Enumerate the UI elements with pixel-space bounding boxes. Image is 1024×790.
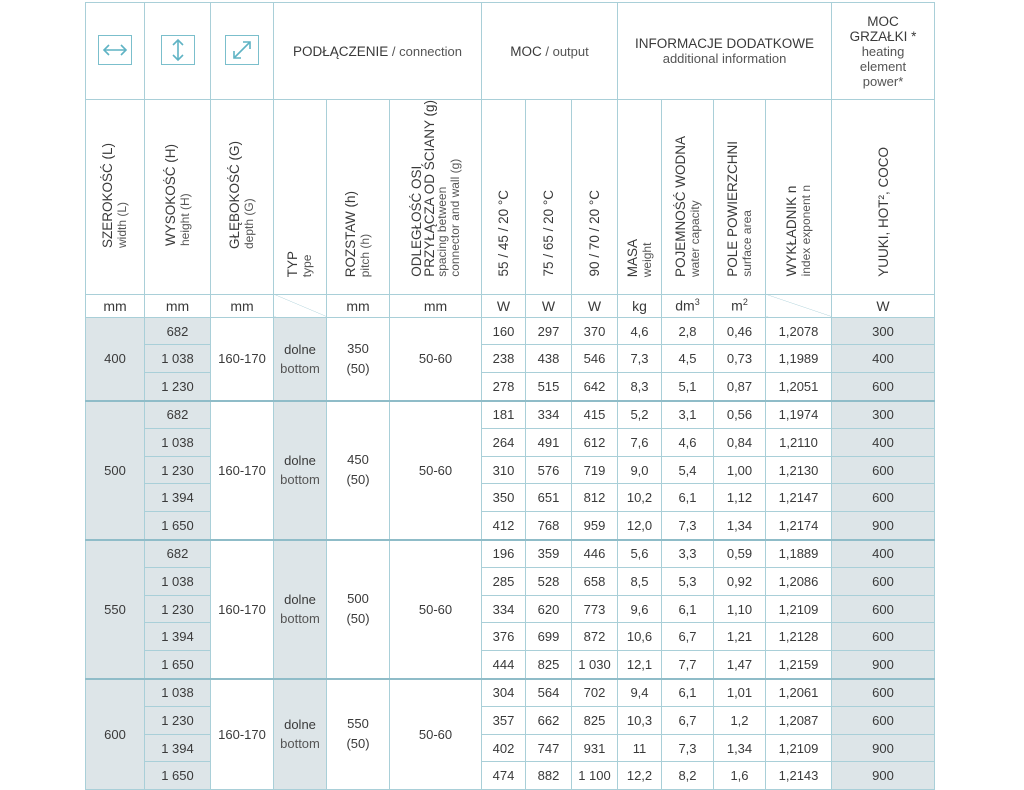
height-value: 1 230	[145, 372, 211, 400]
mass-header	[618, 100, 662, 295]
unit-surface	[714, 294, 766, 317]
output-75-value: 297	[526, 317, 572, 345]
output-group-pl: MOC	[510, 43, 542, 59]
mass-value: 8,5	[618, 568, 662, 596]
height-value: 1 038	[145, 679, 211, 707]
type-header-en: type	[300, 254, 314, 277]
heater-power-value: 600	[832, 679, 935, 707]
output-75-value: 359	[526, 540, 572, 568]
width-header-en: width (L)	[115, 201, 129, 248]
heater-power-value: 900	[832, 511, 935, 539]
type-pl: dolne	[284, 341, 316, 357]
output-55-value: 402	[482, 734, 526, 762]
heater-models-label: YUUKI, HOT², COCO	[875, 147, 891, 277]
output-55-value: 238	[482, 345, 526, 373]
width-value: 600	[86, 679, 145, 790]
type-value	[274, 401, 327, 540]
exponent-value: 1,2159	[766, 650, 832, 678]
spacing-value: 50-60	[390, 540, 482, 679]
heater-power-value: 600	[832, 595, 935, 623]
height-value: 1 394	[145, 484, 211, 512]
width-header-pl: SZEROKOŚĆ (L)	[100, 142, 115, 248]
height-value: 1 650	[145, 762, 211, 790]
type-pl: dolne	[284, 717, 316, 733]
output-90-value: 719	[572, 456, 618, 484]
width-header	[86, 100, 145, 295]
mass-value: 5,2	[618, 401, 662, 429]
surface-value: 0,73	[714, 345, 766, 373]
height-value: 1 394	[145, 734, 211, 762]
height-value: 1 038	[145, 429, 211, 457]
output-55-value: 304	[482, 679, 526, 707]
output-75-value: 438	[526, 345, 572, 373]
exponent-value: 1,2078	[766, 317, 832, 345]
pitch-value	[327, 401, 390, 540]
heater-power-value: 300	[832, 317, 935, 345]
output-55-value: 412	[482, 511, 526, 539]
mass-value: 12,0	[618, 511, 662, 539]
unit-surface-base: m	[731, 298, 743, 315]
mass-value: 9,0	[618, 456, 662, 484]
heater-power-value: 900	[832, 762, 935, 790]
exponent-value: 1,2109	[766, 734, 832, 762]
output-75-value: 825	[526, 650, 572, 678]
heater-group-en2: element	[859, 58, 907, 74]
water-value: 7,3	[662, 734, 714, 762]
heater-power-value: 900	[832, 734, 935, 762]
output-75-value: 662	[526, 707, 572, 735]
pitch-sub: (50)	[346, 611, 370, 627]
output-55-value: 444	[482, 650, 526, 678]
type-en: bottom	[280, 736, 320, 752]
output-55-header	[482, 100, 526, 295]
output-75-value: 576	[526, 456, 572, 484]
unit-exponent-empty	[766, 294, 832, 317]
mass-value: 9,4	[618, 679, 662, 707]
water-value: 3,3	[662, 540, 714, 568]
output-75-label: 75 / 65 / 20 °C	[541, 190, 556, 277]
heater-power-value: 600	[832, 568, 935, 596]
height-value: 1 394	[145, 623, 211, 651]
output-55-label: 55 / 45 / 20 °C	[496, 190, 511, 277]
unit-water-base: dm	[675, 298, 695, 315]
water-header	[662, 100, 714, 295]
surface-value: 0,46	[714, 317, 766, 345]
exponent-header	[766, 100, 832, 295]
spacing-header-pl2: PRZYŁĄCZA OD ŚCIANY (g)	[421, 100, 437, 277]
depth-icon-cell	[211, 3, 274, 100]
exponent-value: 1,2051	[766, 372, 832, 400]
diagonal-arrows-icon	[225, 35, 259, 65]
exponent-value: 1,2087	[766, 707, 832, 735]
mass-value: 10,6	[618, 623, 662, 651]
output-90-value: 1 100	[572, 762, 618, 790]
water-value: 6,1	[662, 484, 714, 512]
radiator-spec-table	[85, 2, 935, 790]
heater-power-value: 300	[832, 401, 935, 429]
output-90-value: 773	[572, 595, 618, 623]
water-value: 5,1	[662, 372, 714, 400]
heater-power-value: 400	[832, 429, 935, 457]
pitch-number: 450	[347, 452, 369, 468]
water-value: 6,7	[662, 623, 714, 651]
output-75-value: 699	[526, 623, 572, 651]
type-pl: dolne	[284, 453, 316, 469]
pitch-value	[327, 679, 390, 790]
exponent-value: 1,2109	[766, 595, 832, 623]
type-value	[274, 317, 327, 400]
height-value: 1 230	[145, 595, 211, 623]
spacing-header-en1: spacing between	[434, 186, 449, 277]
output-55-value: 350	[482, 484, 526, 512]
output-90-value: 931	[572, 734, 618, 762]
water-value: 5,4	[662, 456, 714, 484]
exponent-value: 1,2110	[766, 429, 832, 457]
output-90-value: 546	[572, 345, 618, 373]
mass-value: 12,2	[618, 762, 662, 790]
mass-value: 12,1	[618, 650, 662, 678]
type-pl: dolne	[284, 592, 316, 608]
heater-power-value: 600	[832, 623, 935, 651]
output-group-en: output	[552, 43, 589, 59]
output-75-value: 882	[526, 762, 572, 790]
unit-depth: mm	[211, 294, 274, 317]
pitch-header-pl: ROZSTAW (h)	[343, 190, 358, 277]
output-75-value: 528	[526, 568, 572, 596]
exponent-value: 1,2147	[766, 484, 832, 512]
info-group-en: additional information	[662, 51, 787, 66]
connection-group-pl: PODŁĄCZENIE	[292, 43, 389, 59]
unit-height: mm	[145, 294, 211, 317]
surface-value: 1,00	[714, 456, 766, 484]
type-en: bottom	[280, 360, 320, 376]
heater-power-value: 600	[832, 456, 935, 484]
output-55-value: 160	[482, 317, 526, 345]
exponent-header-pl: WYKŁADNIK n	[783, 186, 799, 277]
depth-value: 160-170	[211, 540, 274, 679]
water-value: 7,7	[662, 650, 714, 678]
exponent-value: 1,1889	[766, 540, 832, 568]
unit-out3: W	[572, 294, 618, 317]
spacing-header-pl1: ODLEGŁOŚĆ OSI	[408, 165, 424, 277]
surface-value: 1,47	[714, 650, 766, 678]
surface-value: 1,34	[714, 511, 766, 539]
output-90-label: 90 / 70 / 20 °C	[587, 190, 602, 277]
height-value: 682	[145, 540, 211, 568]
heater-power-value: 600	[832, 372, 935, 400]
water-value: 4,5	[662, 345, 714, 373]
output-90-header	[572, 100, 618, 295]
water-value: 6,1	[662, 595, 714, 623]
height-value: 682	[145, 317, 211, 345]
mass-header-en: weight	[639, 242, 654, 277]
pitch-sub: (50)	[346, 360, 370, 376]
unit-pitch: mm	[327, 294, 390, 317]
output-75-value: 747	[526, 734, 572, 762]
height-header-en: height (H)	[177, 193, 192, 247]
width-value: 400	[86, 317, 145, 400]
output-75-value: 515	[526, 372, 572, 400]
output-90-value: 702	[572, 679, 618, 707]
mass-value: 9,6	[618, 595, 662, 623]
water-value: 4,6	[662, 429, 714, 457]
height-value: 1 650	[145, 650, 211, 678]
height-icon-cell	[145, 3, 211, 100]
output-group-sep: /	[541, 43, 553, 59]
table-row	[86, 679, 935, 707]
water-value: 3,1	[662, 401, 714, 429]
output-55-value: 310	[482, 456, 526, 484]
surface-value: 1,2	[714, 707, 766, 735]
water-value: 6,1	[662, 679, 714, 707]
height-header	[145, 100, 211, 295]
depth-value: 160-170	[211, 317, 274, 400]
height-header-pl: WYSOKOŚĆ (H)	[162, 144, 178, 247]
output-55-value: 474	[482, 762, 526, 790]
output-55-value: 334	[482, 595, 526, 623]
surface-value: 1,21	[714, 623, 766, 651]
spacing-value: 50-60	[390, 317, 482, 400]
height-value: 1 230	[145, 456, 211, 484]
unit-mass: kg	[618, 294, 662, 317]
exponent-value: 1,1974	[766, 401, 832, 429]
heater-power-value: 600	[832, 707, 935, 735]
vertical-arrows-icon	[161, 35, 195, 65]
output-55-value: 357	[482, 707, 526, 735]
pitch-sub: (50)	[346, 736, 370, 752]
pitch-number: 550	[347, 716, 369, 732]
pitch-header	[327, 100, 390, 295]
height-value: 682	[145, 401, 211, 429]
pitch-number: 350	[347, 340, 369, 356]
surface-value: 0,59	[714, 540, 766, 568]
exponent-value: 1,2130	[766, 456, 832, 484]
width-value: 500	[86, 401, 145, 540]
output-90-value: 872	[572, 623, 618, 651]
heater-group-pl2: GRZAŁKI *	[849, 28, 917, 44]
height-value: 1 230	[145, 707, 211, 735]
output-90-value: 959	[572, 511, 618, 539]
surface-value: 0,87	[714, 372, 766, 400]
output-90-value: 642	[572, 372, 618, 400]
depth-value: 160-170	[211, 401, 274, 540]
output-55-value: 181	[482, 401, 526, 429]
type-en: bottom	[280, 611, 320, 627]
info-group-pl: INFORMACJE DODATKOWE	[635, 36, 815, 51]
horizontal-arrows-icon	[98, 35, 132, 65]
unit-out1: W	[482, 294, 526, 317]
output-90-value: 658	[572, 568, 618, 596]
height-value: 1 038	[145, 568, 211, 596]
unit-spacing: mm	[390, 294, 482, 317]
output-90-value: 812	[572, 484, 618, 512]
heater-power-value: 900	[832, 650, 935, 678]
surface-value: 1,12	[714, 484, 766, 512]
pitch-value	[327, 317, 390, 400]
water-header-en: water capacity	[687, 200, 702, 277]
depth-header	[211, 100, 274, 295]
output-55-value: 376	[482, 623, 526, 651]
exponent-value: 1,2128	[766, 623, 832, 651]
unit-width: mm	[86, 294, 145, 317]
surface-value: 0,84	[714, 429, 766, 457]
unit-out2: W	[526, 294, 572, 317]
output-75-header	[526, 100, 572, 295]
unit-type-empty	[274, 294, 327, 317]
output-75-value: 651	[526, 484, 572, 512]
water-value: 8,2	[662, 762, 714, 790]
spacing-header-en2: connector and wall (g)	[447, 158, 462, 277]
output-75-value: 334	[526, 401, 572, 429]
heater-group-en3: power*	[862, 73, 904, 89]
surface-value: 1,10	[714, 595, 766, 623]
depth-header-pl: GŁĘBOKOŚĆ (G)	[227, 141, 242, 250]
height-value: 1 038	[145, 345, 211, 373]
pitch-sub: (50)	[346, 472, 370, 488]
output-75-value: 768	[526, 511, 572, 539]
water-value: 6,7	[662, 707, 714, 735]
connection-group-en: connection	[399, 43, 462, 59]
table-row	[86, 317, 935, 345]
surface-value: 1,34	[714, 734, 766, 762]
type-header-pl: TYP	[285, 250, 300, 277]
surface-header-en: surface area	[739, 210, 754, 277]
heater-power-value: 400	[832, 345, 935, 373]
mass-value: 10,2	[618, 484, 662, 512]
table-row	[86, 540, 935, 568]
output-55-value: 264	[482, 429, 526, 457]
depth-header-en: depth (G)	[242, 198, 256, 250]
mass-value: 10,3	[618, 707, 662, 735]
connection-group-sep: /	[388, 43, 400, 59]
width-icon-cell	[86, 3, 145, 100]
connection-group-header	[274, 3, 482, 100]
pitch-value	[327, 540, 390, 679]
output-75-value: 620	[526, 595, 572, 623]
heater-group-pl1: MOC	[867, 13, 899, 29]
type-value	[274, 540, 327, 679]
pitch-header-en: pitch (h)	[358, 233, 372, 277]
output-90-value: 1 030	[572, 650, 618, 678]
output-group-header	[482, 3, 618, 100]
output-90-value: 612	[572, 429, 618, 457]
exponent-header-en: index exponent n	[798, 185, 813, 277]
water-value: 2,8	[662, 317, 714, 345]
output-75-value: 564	[526, 679, 572, 707]
output-90-value: 825	[572, 707, 618, 735]
surface-header	[714, 100, 766, 295]
exponent-value: 1,2143	[766, 762, 832, 790]
water-header-pl: POJEMNOŚĆ WODNA	[672, 135, 688, 277]
pitch-number: 500	[347, 591, 369, 607]
surface-header-pl: POLE POWIERZCHNI	[724, 141, 740, 277]
spacing-value: 50-60	[390, 679, 482, 790]
width-value: 550	[86, 540, 145, 679]
unit-heater: W	[832, 294, 935, 317]
height-value: 1 650	[145, 511, 211, 539]
surface-value: 0,92	[714, 568, 766, 596]
mass-header-pl: MASA	[624, 238, 640, 277]
output-90-value: 370	[572, 317, 618, 345]
heater-group-header	[832, 3, 935, 100]
unit-water-sup: 3	[694, 297, 700, 308]
exponent-value: 1,2061	[766, 679, 832, 707]
table-row	[86, 401, 935, 429]
type-header	[274, 100, 327, 295]
depth-value: 160-170	[211, 679, 274, 790]
spacing-value: 50-60	[390, 401, 482, 540]
mass-value: 8,3	[618, 372, 662, 400]
type-en: bottom	[280, 472, 320, 488]
water-value: 7,3	[662, 511, 714, 539]
surface-value: 0,56	[714, 401, 766, 429]
mass-value: 5,6	[618, 540, 662, 568]
surface-value: 1,01	[714, 679, 766, 707]
mass-value: 7,6	[618, 429, 662, 457]
output-55-value: 278	[482, 372, 526, 400]
heater-power-value: 400	[832, 540, 935, 568]
output-75-value: 491	[526, 429, 572, 457]
output-55-value: 196	[482, 540, 526, 568]
surface-value: 1,6	[714, 762, 766, 790]
spacing-header	[390, 100, 482, 295]
exponent-value: 1,1989	[766, 345, 832, 373]
info-group-header	[618, 3, 832, 100]
water-value: 5,3	[662, 568, 714, 596]
output-90-value: 446	[572, 540, 618, 568]
unit-water	[662, 294, 714, 317]
output-55-value: 285	[482, 568, 526, 596]
output-90-value: 415	[572, 401, 618, 429]
mass-value: 11	[618, 734, 662, 762]
mass-value: 7,3	[618, 345, 662, 373]
mass-value: 4,6	[618, 317, 662, 345]
heater-models-header	[832, 100, 935, 295]
type-value	[274, 679, 327, 790]
heater-group-en1: heating	[861, 43, 905, 59]
exponent-value: 1,2174	[766, 511, 832, 539]
exponent-value: 1,2086	[766, 568, 832, 596]
unit-surface-sup: 2	[742, 297, 748, 308]
heater-power-value: 600	[832, 484, 935, 512]
